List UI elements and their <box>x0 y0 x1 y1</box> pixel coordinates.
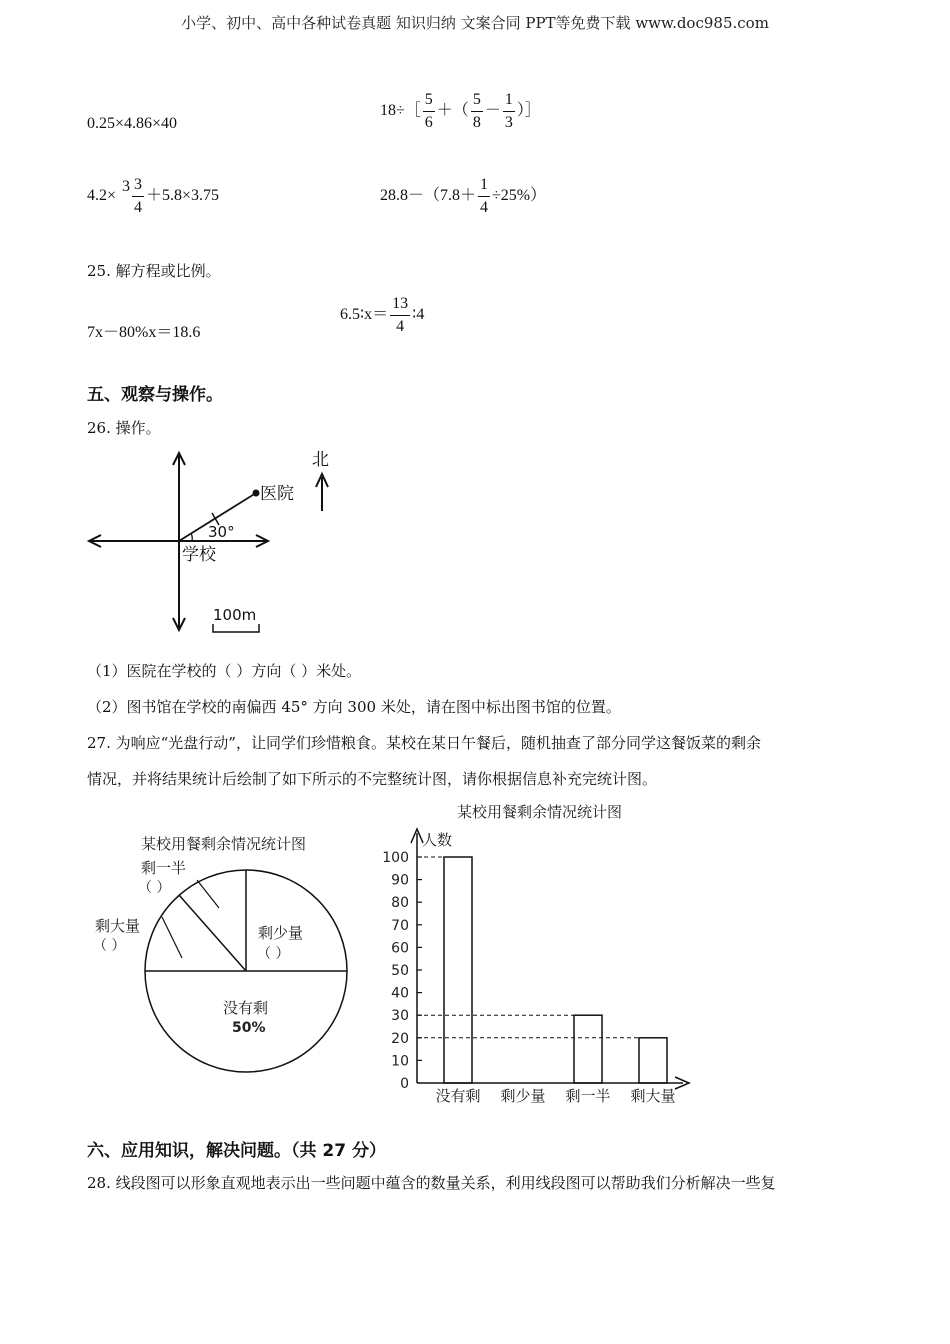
pie-slice-value: （ ） <box>138 880 171 896</box>
question-26-part-1: （1）医院在学校的（ ）方向（ ）米处。 <box>87 662 362 680</box>
y-tick-label: 90 <box>391 872 409 889</box>
y-tick-label: 60 <box>391 940 409 957</box>
y-tick-label: 40 <box>391 985 409 1002</box>
equation-2-pre: 6.5∶x＝ <box>340 306 389 324</box>
pie-slice-label: 没有剩 <box>223 999 269 1017</box>
equation-2-post: ∶4 <box>412 306 425 324</box>
section-5-title: 五、观察与操作。 <box>87 385 223 405</box>
leader-line-large <box>162 917 182 958</box>
y-tick-label: 100 <box>382 850 409 866</box>
x-category-label: 没有剩 <box>435 1087 481 1105</box>
page-header: 小学、初中、高中各种试卷真题 知识归纳 文案合同 PPT等免费下载 www.doc985.com <box>181 14 769 32</box>
y-tick-label: 70 <box>391 917 409 934</box>
frac-num: 13 <box>392 295 409 312</box>
y-tick-label: 30 <box>391 1008 409 1025</box>
pie-slice-value: （ ） <box>93 938 126 954</box>
leader-line-half <box>197 880 219 908</box>
bar <box>574 1015 602 1083</box>
x-category-label: 剩大量 <box>630 1087 676 1105</box>
question-27-line-1: 27. 为响应“光盘行动”，让同学们珍惜粮食。某校在某日午餐后，随机抽查了部分同学这餐饭菜的剩余 <box>87 734 761 752</box>
frac-den: 3 <box>503 111 515 134</box>
expr-2-pre: 18÷［ <box>380 102 421 120</box>
x-category-label: 剩少量 <box>500 1087 546 1105</box>
y-tick-label: 0 <box>400 1076 409 1092</box>
expr-1: 0.25×4.86×40 <box>87 115 178 132</box>
question-26-part-2: （2）图书馆在学校的南偏西 45° 方向 300 米处，请在图中标出图书馆的位置。 <box>87 698 621 716</box>
scale-bar <box>213 624 259 632</box>
frac-den: 4 <box>478 196 490 219</box>
hospital-label: 医院 <box>260 484 294 504</box>
expr-3-pre: 4.2× <box>87 187 117 205</box>
section-6-title: 六、应用知识，解决问题。（共 27 分） <box>87 1141 386 1161</box>
y-tick-label: 50 <box>391 963 409 979</box>
expr-2-post: ）］ <box>516 102 541 120</box>
pie-chart <box>80 820 370 1080</box>
frac-num: 1 <box>480 176 489 193</box>
expr-2-minus: － <box>484 102 501 120</box>
question-27-line-2: 情况，并将结果统计后绘制了如下所示的不完整统计图，请你根据信息补充完统计图。 <box>87 770 658 788</box>
angle-label: 30° <box>208 523 235 541</box>
expr-3-post: ＋5.8×3.75 <box>146 187 220 205</box>
pie-title: 某校用餐剩余情况统计图 <box>141 835 307 853</box>
y-tick-label: 80 <box>391 895 409 912</box>
y-tick-label: 10 <box>391 1053 409 1070</box>
frac-num: 5 <box>472 91 481 108</box>
angle-arc <box>191 533 192 541</box>
x-category-label: 剩一半 <box>565 1087 611 1105</box>
expr-2-mid: ＋（ <box>436 102 469 120</box>
y-axis-label: 人数 <box>422 831 453 849</box>
question-25-title: 25. 解方程或比例。 <box>87 262 221 280</box>
expr-4-post: ÷25%） <box>492 187 547 205</box>
pie-divider-diagonal <box>179 895 246 971</box>
bar-chart <box>375 795 695 1110</box>
pie-slice-label: 剩大量 <box>95 917 141 935</box>
scale-label: 100m <box>213 606 257 624</box>
frac-num: 3 <box>134 176 143 193</box>
north-label: 北 <box>312 450 329 470</box>
frac-den: 4 <box>132 196 144 219</box>
frac-den: 8 <box>471 111 483 134</box>
pie-slice-label: 剩少量 <box>258 924 304 942</box>
question-28-line-1: 28. 线段图可以形象直观地表示出一些问题中蕴含的数量关系，利用线段图可以帮助我们分析解决一些复 <box>87 1174 776 1192</box>
pie-slice-label: 剩一半 <box>141 859 187 877</box>
bar <box>444 857 472 1083</box>
pie-slice-value: 50% <box>232 1020 266 1036</box>
bar-chart-title: 某校用餐剩余情况统计图 <box>457 803 623 821</box>
bar <box>639 1038 667 1083</box>
equation-1: 7x－80%x＝18.6 <box>87 324 201 341</box>
hospital-dot <box>253 490 260 497</box>
frac-num: 5 <box>424 91 433 108</box>
frac-num: 1 <box>504 91 513 108</box>
frac-den: 4 <box>390 315 410 338</box>
y-tick-label: 20 <box>391 1030 409 1047</box>
school-label: 学校 <box>182 545 216 565</box>
expr-4-pre: 28.8－（7.8＋ <box>380 187 477 205</box>
frac-den: 6 <box>423 111 435 134</box>
question-26-title: 26. 操作。 <box>87 419 161 437</box>
expr-3-whole: 3 <box>122 177 131 195</box>
pie-slice-value: （ ） <box>257 946 290 962</box>
